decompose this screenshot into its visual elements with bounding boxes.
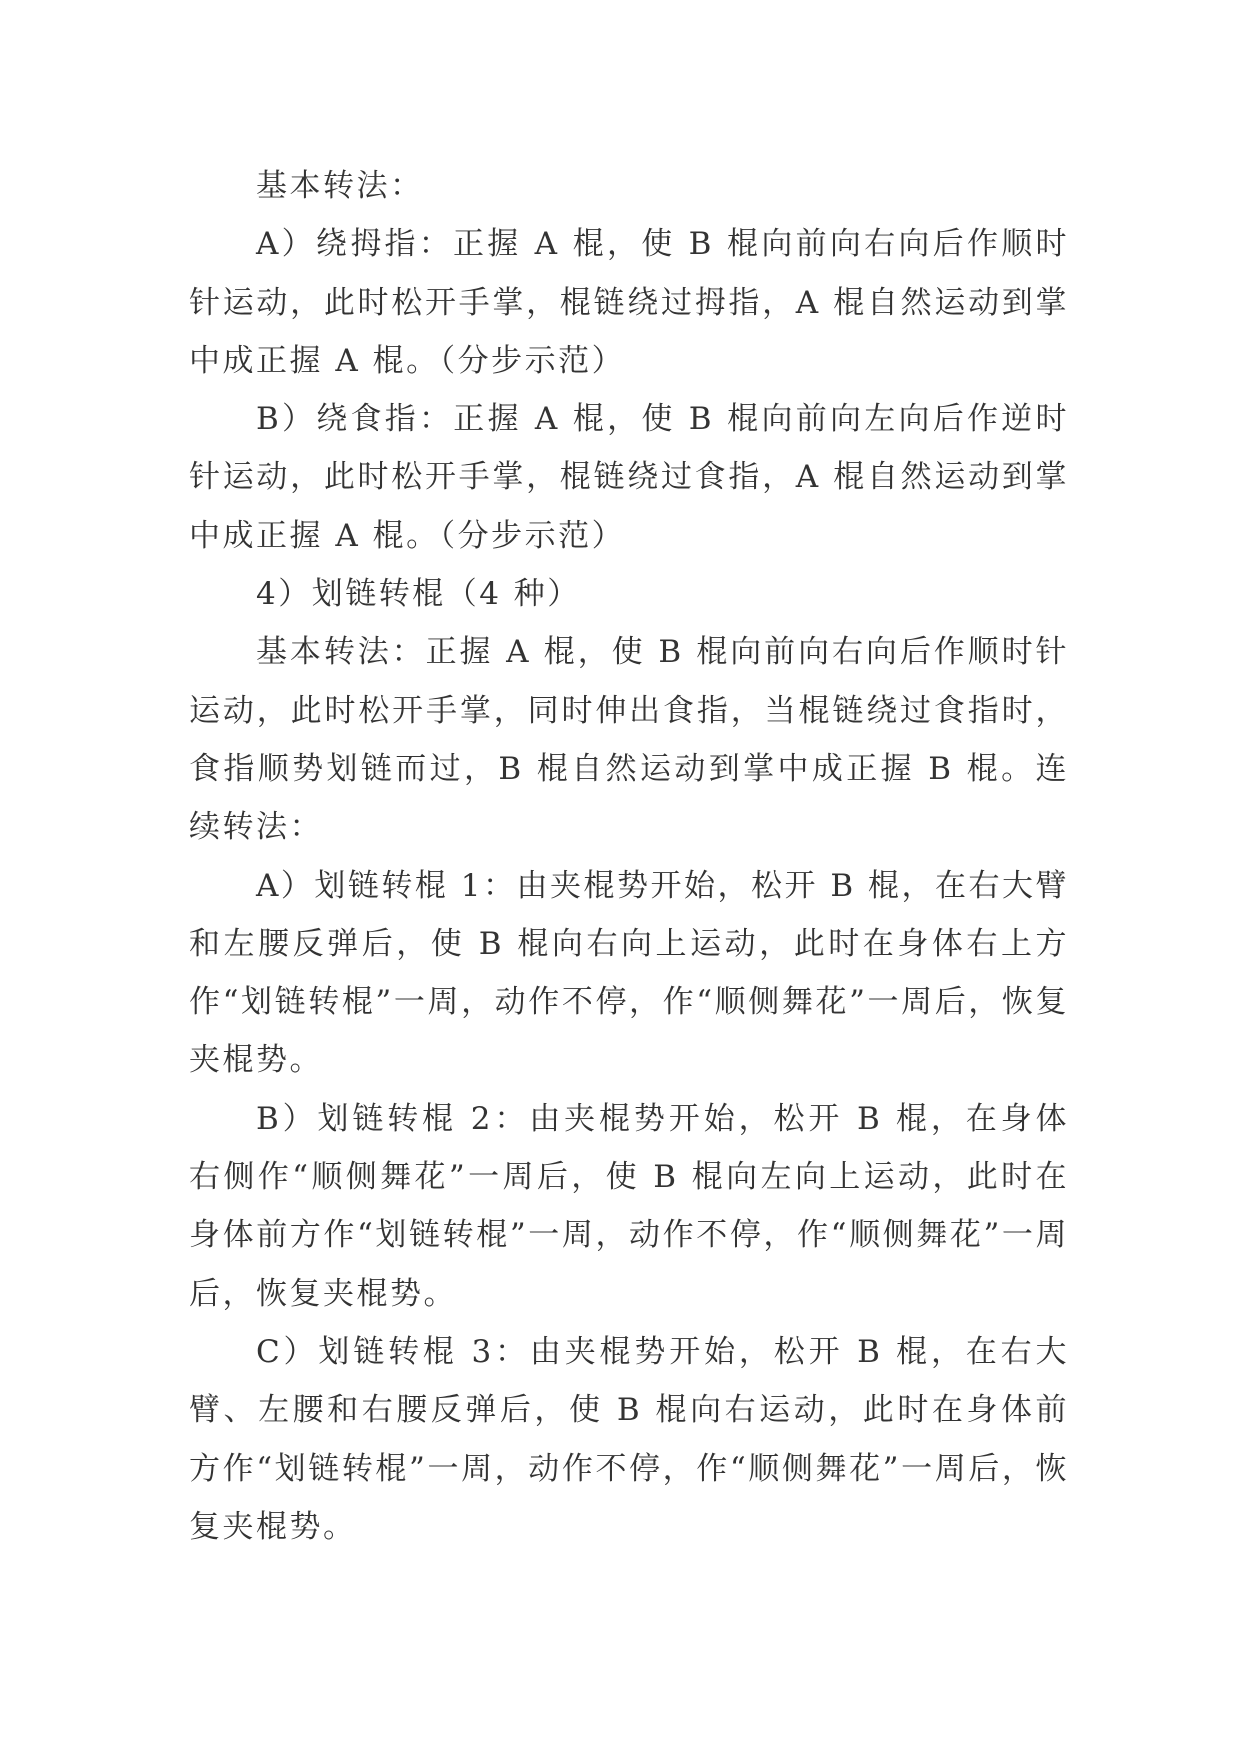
paragraph-chain-spin-basic: 基本转法：正握 A 棍，使 B 棍向前向右向后作顺时针运动，此时松开手掌，同时伸出食指，当棍链绕过食指时，食指顺势划链而过，B 棍自然运动到掌中成正握 B 棍。连续转法： <box>189 634 1069 846</box>
paragraph-chain-spin-3: C）划链转棍 3：由夹棍势开始，松开 B 棍，在右大臂、左腰和右腰反弹后，使 B 棍向右运动，此时在身体前方作“划链转棍”一周，动作不停，作“顺侧舞花”一周后，恢复夹棍势。 <box>189 1333 1069 1545</box>
document-body <box>189 157 1069 1556</box>
paragraph-basic-method-heading: 基本转法： <box>256 168 424 204</box>
paragraph-around-index-finger: B）绕食指：正握 A 棍，使 B 棍向前向左向后作逆时针运动，此时松开手掌，棍链绕过食指，A 棍自然运动到掌中成正握 A 棍。（分步示范） <box>189 401 1069 554</box>
paragraph-chain-spin-1: A）划链转棍 1：由夹棍势开始，松开 B 棍，在右大臂和左腰反弹后，使 B 棍向右向上运动，此时在身体右上方作“划链转棍”一周，动作不停，作“顺侧舞花”一周后，恢复夹棍势。 <box>189 867 1069 1079</box>
paragraph-section-chain-spin: 4）划链转棍（4 种） <box>256 576 581 613</box>
paragraph-around-thumb: A）绕拇指：正握 A 棍，使 B 棍向前向右向后作顺时针运动，此时松开手掌，棍链绕过拇指，A 棍自然运动到掌中成正握 A 棍。（分步示范） <box>189 226 1069 379</box>
paragraph-chain-spin-2: B）划链转棍 2：由夹棍势开始，松开 B 棍，在身体右侧作“顺侧舞花”一周后，使 B 棍向左向上运动，此时在身体前方作“划链转棍”一周，动作不停，作“顺侧舞花”一周后，恢复夹棍势。 <box>189 1100 1069 1312</box>
